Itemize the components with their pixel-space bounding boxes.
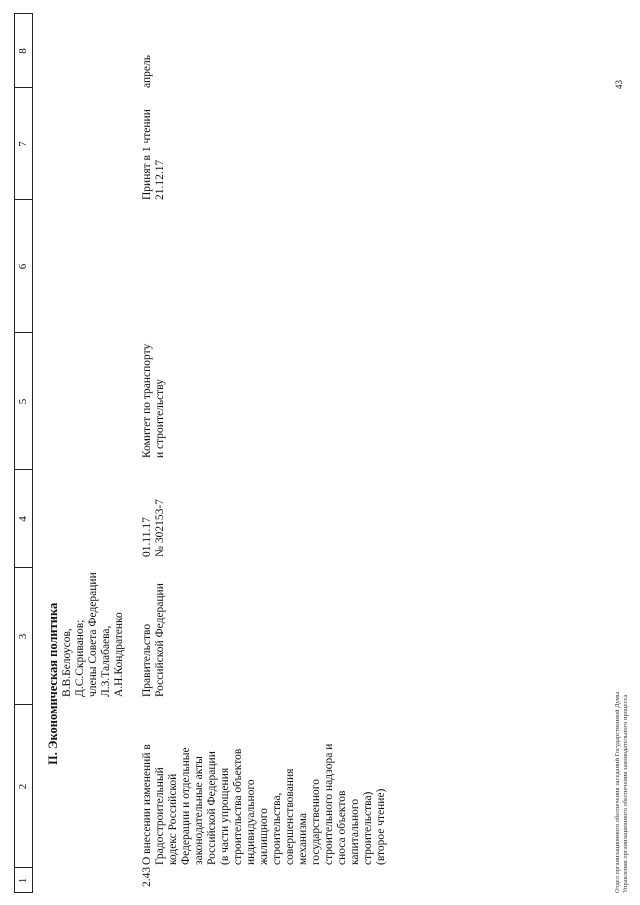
col-header-4: 4 [17,516,29,522]
bill-title-line: Градостроительный [154,767,166,865]
page-number: 43 [614,80,624,89]
bill-title-line: кодекс Российской [167,773,179,865]
bill-title-line: сноса объектов [336,790,348,865]
bill-title-line: строительства, [271,792,283,865]
footer-line: Отдел организационного обеспечения заседаний Государственной Думы [614,691,621,893]
bill-title-line: государственного [310,779,322,865]
row-number: 2.43 [141,866,153,887]
initiator-line: Российской Федерации [154,583,166,697]
section-person: Д.С.Скриванов; [74,619,86,697]
bill-title-line: капитального [349,798,361,865]
col-header-8: 8 [17,48,29,54]
bill-title-line: строительства) [362,791,374,865]
bill-title-line: индивидуального [245,779,257,865]
bill-title-line: строительства объектов [232,748,244,865]
section-person: А.Н.Кондратенко [113,612,125,697]
bill-title-line: Российской Федерации [206,751,218,865]
bill-number: № 302153-7 [154,499,166,557]
col-header-1: 1 [17,877,29,884]
col-header-2: 2 [17,783,29,790]
col-header-6: 6 [17,263,29,270]
col-header-7: 7 [17,141,29,147]
initiator-line: Правительство [141,623,153,697]
col-header-5: 5 [17,398,29,405]
bill-title-line: (второе чтение) [375,788,387,865]
bill-title-line: совершенствования [284,768,296,865]
section-person: В.В.Белоусов, [61,628,73,697]
footer-line: Управления организационного обеспечения законодательного процесса [622,694,629,893]
bill-title-line: законодательные акты [193,756,205,865]
bill-title-line: Федерации и отдельные [180,747,192,865]
committee-line: и строительству [154,379,166,458]
section-person: члены Совета Федерации [87,572,99,697]
status-line: Принят в 1 чтении [141,109,153,200]
committee-line: Комитет по транспорту [141,343,153,458]
table-top-border [14,13,15,893]
col-header-3: 3 [17,633,29,640]
section-title: II. Экономическая политика [46,602,60,765]
bill-title-line: О внесении изменений в [141,744,153,865]
bill-title-line: строительного надзора и [323,743,335,865]
table-header-bottom-border [32,13,33,893]
section-person: Л.З.Талабаева, [100,625,112,697]
bill-title-line: жилищного [258,808,270,865]
submission-date: 01.11.17 [141,517,153,557]
bill-title-line: (в части упрощения [219,767,231,865]
bill-title-line: механизма [297,813,309,865]
planned-month: апрель [141,55,153,88]
status-line: 21.12.17 [154,159,166,200]
